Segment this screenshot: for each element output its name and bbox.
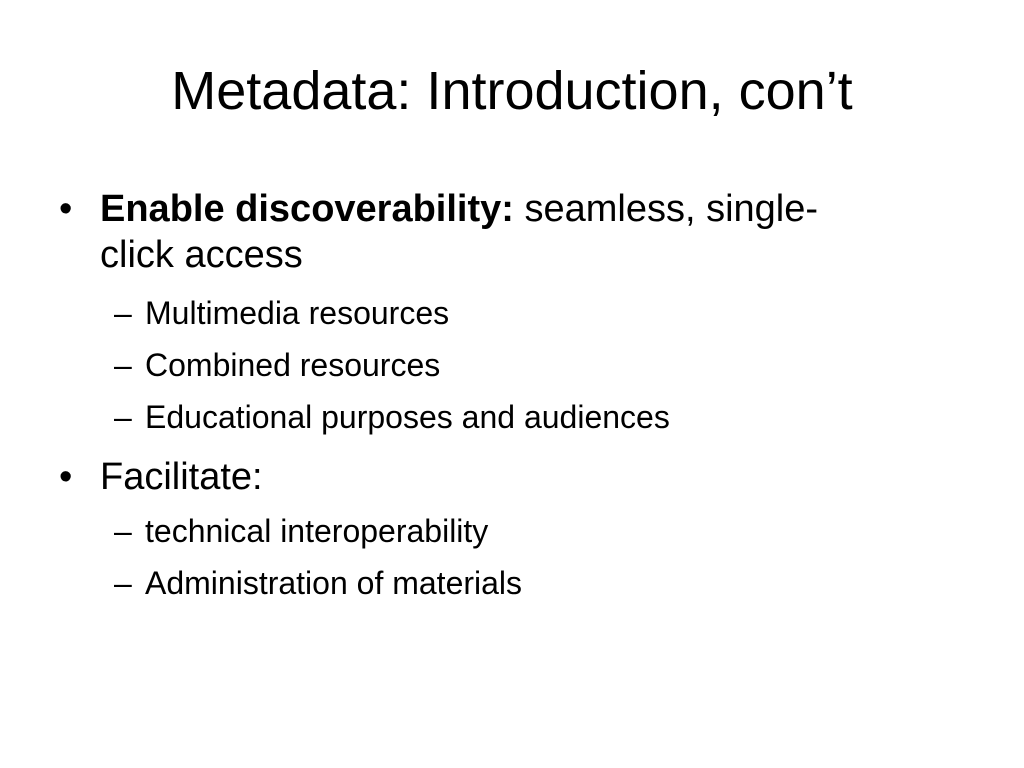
sub-item-text: technical interoperability (145, 513, 489, 549)
bullet-text-line-1: seamless, single- (524, 188, 819, 230)
bullet-text-line-2: click access (100, 234, 303, 276)
sub-item-combined (114, 346, 985, 384)
sub-item-text: Educational purposes and audiences (145, 399, 670, 435)
dash-marker: – (114, 513, 132, 549)
sub-item-technical (114, 512, 985, 550)
sub-item-text: Combined resources (145, 347, 441, 383)
bullet-item-discoverability (59, 186, 980, 278)
bullet-item-facilitate (59, 454, 980, 500)
sub-item-text: Multimedia resources (145, 295, 450, 331)
dash-marker: – (114, 295, 132, 331)
sub-item-text: Administration of materials (145, 565, 523, 601)
bullet-text: Facilitate: (100, 456, 263, 498)
dash-marker: – (114, 565, 132, 601)
dash-marker: – (114, 347, 132, 383)
bullet-marker: • (59, 456, 73, 498)
bullet-marker: • (59, 188, 73, 230)
dash-marker: – (114, 399, 132, 435)
sub-item-educational (114, 398, 985, 436)
sub-item-administration (114, 564, 985, 602)
sub-item-multimedia (114, 294, 985, 332)
bullet-lead-bold: Enable discoverability: (100, 188, 514, 230)
slide-title: Metadata: Introduction, con’t (171, 61, 853, 121)
